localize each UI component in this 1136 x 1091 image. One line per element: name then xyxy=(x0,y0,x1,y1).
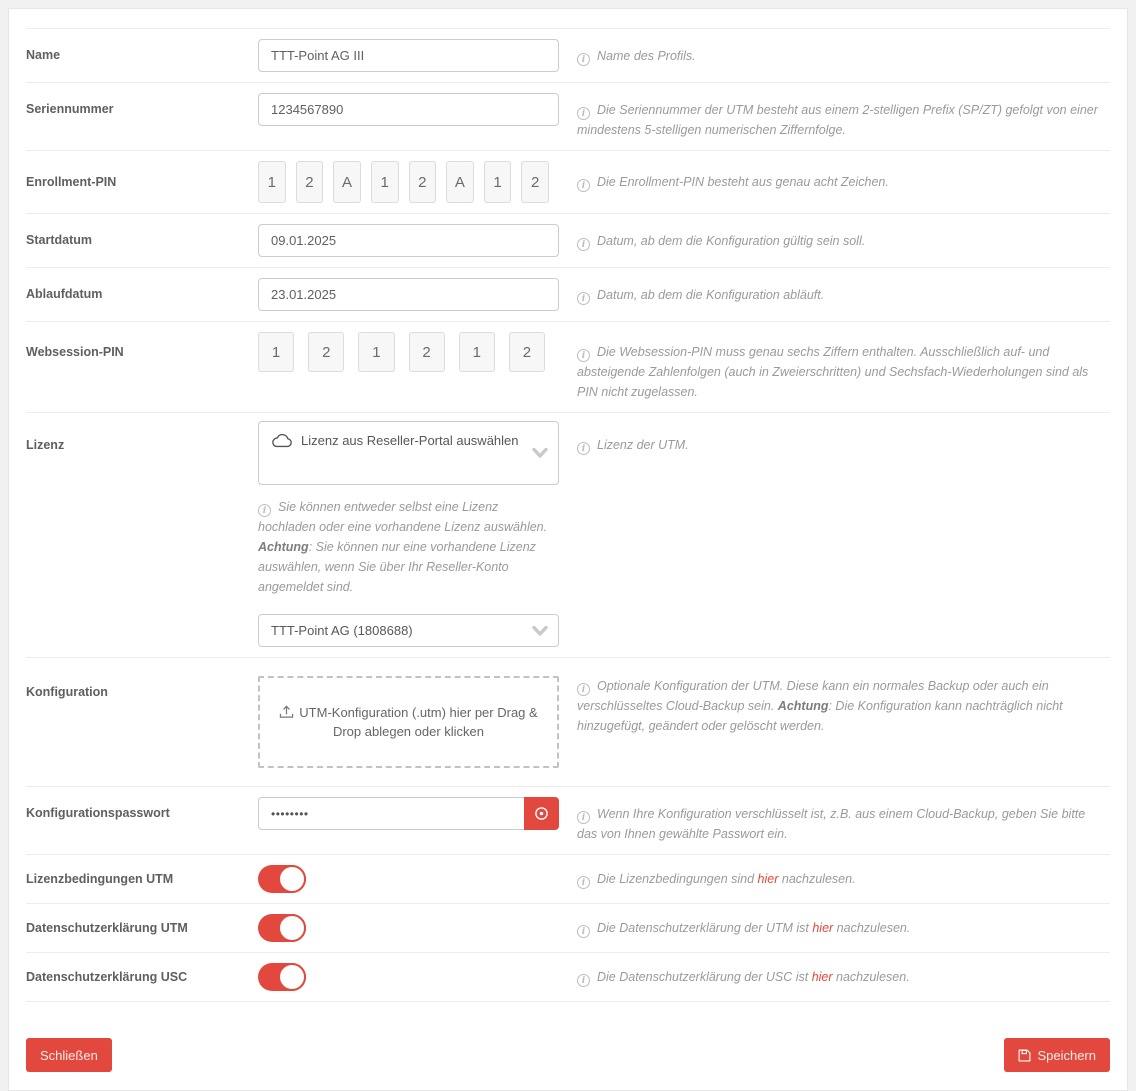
lizenzbedingungen-utm-toggle[interactable] xyxy=(258,865,306,893)
konfigurationspasswort-label: Konfigurationspasswort xyxy=(26,806,170,820)
ablaufdatum-hint: i Datum, ab dem die Konfiguration abläuft. xyxy=(559,278,1110,305)
save-button[interactable]: Speichern xyxy=(1004,1038,1110,1072)
info-icon xyxy=(577,925,590,938)
row-websession-pin xyxy=(26,322,1110,413)
lizenzbedingungen-link[interactable]: hier xyxy=(757,872,779,886)
info-icon xyxy=(577,179,590,192)
datenschutz-usc-label: Datenschutzerklärung USC xyxy=(26,970,188,984)
close-button[interactable]: Schließen xyxy=(26,1038,112,1072)
websession-pin-group xyxy=(258,332,559,372)
password-field-group xyxy=(258,797,559,830)
enrollment-pin-group xyxy=(258,161,559,203)
chevron-down-icon xyxy=(532,626,548,636)
dropzone-text: UTM-Konfiguration (.utm) hier per Drag & Drop ablegen oder klicken xyxy=(299,705,538,739)
datenschutz-utm-link[interactable]: hier xyxy=(812,921,834,935)
enrollment-pin-box[interactable]: A xyxy=(446,161,474,203)
profile-form-card xyxy=(8,8,1128,1091)
toggle-knob xyxy=(278,865,306,893)
lizenzbedingungen-utm-hint: i Die Lizenzbedingungen sind hier nachzulesen. xyxy=(559,865,1110,889)
info-icon xyxy=(577,349,590,362)
enrollment-pin-box[interactable]: 2 xyxy=(296,161,324,203)
seriennummer-hint: i Die Seriennummer der UTM besteht aus einem 2-stelligen Prefix (SP/ZT) gefolgt von einer mindestens 5-stelligen numerischen Ziffernfolge. xyxy=(559,93,1110,140)
lizenz-reseller-dropdown[interactable] xyxy=(258,421,559,485)
cloud-icon xyxy=(271,433,293,448)
datenschutz-usc-link[interactable]: hier xyxy=(811,970,833,984)
info-icon xyxy=(258,504,271,517)
konfigurationspasswort-hint: i Wenn Ihre Konfiguration verschlüsselt ist, z.B. aus einem Cloud-Backup, geben Sie bitte das von Ihnen gewählte Passwort ein. xyxy=(559,797,1110,844)
info-icon xyxy=(577,53,590,66)
info-icon xyxy=(577,876,590,889)
websession-pin-box[interactable]: 1 xyxy=(358,332,394,372)
websession-pin-label: Websession-PIN xyxy=(26,345,124,359)
row-lizenzbedingungen-utm xyxy=(26,855,1110,904)
lizenz-label: Lizenz xyxy=(26,438,65,452)
websession-pin-box[interactable]: 1 xyxy=(258,332,294,372)
enrollment-pin-box[interactable]: 1 xyxy=(258,161,286,203)
lizenz-dropdown-label: Lizenz aus Reseller-Portal auswählen xyxy=(301,433,519,448)
websession-pin-hint: i Die Websession-PIN muss genau sechs Ziffern enthalten. Ausschließlich auf- und absteigende Zahlenfolgen (auch in Zweierschritten) und Sechsfach-Wiederholungen sind als PIN nicht zugelassen. xyxy=(559,332,1110,402)
lizenz-customer-select[interactable] xyxy=(258,614,559,647)
seriennummer-label: Seriennummer xyxy=(26,102,114,116)
enrollment-pin-box[interactable]: 2 xyxy=(521,161,549,203)
startdatum-input[interactable] xyxy=(258,224,559,257)
enrollment-pin-label: Enrollment-PIN xyxy=(26,175,117,189)
info-icon xyxy=(577,292,590,305)
footer-actions xyxy=(26,1002,1110,1090)
utm-config-dropzone[interactable] xyxy=(258,676,559,768)
row-seriennummer xyxy=(26,83,1110,151)
row-datenschutz-usc xyxy=(26,953,1110,1002)
row-lizenz xyxy=(26,413,1110,658)
konfiguration-label: Konfiguration xyxy=(26,685,108,699)
upload-icon xyxy=(279,705,294,719)
konfigurationspasswort-input[interactable] xyxy=(258,797,524,830)
info-icon xyxy=(577,107,590,120)
datenschutz-utm-label: Datenschutzerklärung UTM xyxy=(26,921,188,935)
enrollment-pin-box[interactable]: 1 xyxy=(371,161,399,203)
info-icon xyxy=(577,238,590,251)
info-icon xyxy=(577,811,590,824)
chevron-down-icon xyxy=(532,448,548,458)
info-icon xyxy=(577,974,590,987)
konfiguration-hint: iOptionale Konfiguration der UTM. Diese kann ein normales Backup oder auch ein verschlüsseltes Cloud-Backup sein. Achtung: Die Konfiguration kann nachträglich nicht hinzugefügt, geändert oder gelöscht werden. xyxy=(559,676,1110,736)
enrollment-pin-box[interactable]: 2 xyxy=(409,161,437,203)
row-ablaufdatum xyxy=(26,268,1110,322)
websession-pin-box[interactable]: 1 xyxy=(459,332,495,372)
datenschutz-utm-toggle[interactable] xyxy=(258,914,306,942)
ablaufdatum-label: Ablaufdatum xyxy=(26,287,103,301)
lizenz-customer-select-value: TTT-Point AG (1808688) xyxy=(271,623,413,638)
toggle-knob xyxy=(278,914,306,942)
save-icon xyxy=(1018,1049,1031,1062)
enrollment-pin-box[interactable]: A xyxy=(333,161,361,203)
datenschutz-usc-hint: i Die Datenschutzerklärung der USC ist hier nachzulesen. xyxy=(559,963,1110,987)
info-icon xyxy=(577,683,590,696)
row-konfigurationspasswort xyxy=(26,787,1110,855)
startdatum-hint: i Datum, ab dem die Konfiguration gültig sein soll. xyxy=(559,224,1110,251)
lizenzbedingungen-utm-label: Lizenzbedingungen UTM xyxy=(26,872,174,886)
datenschutz-utm-hint: i Die Datenschutzerklärung der UTM ist hier nachzulesen. xyxy=(559,914,1110,938)
seriennummer-input[interactable] xyxy=(258,93,559,126)
name-input[interactable] xyxy=(258,39,559,72)
row-konfiguration xyxy=(26,658,1110,787)
row-datenschutz-utm xyxy=(26,904,1110,953)
websession-pin-box[interactable]: 2 xyxy=(409,332,445,372)
datenschutz-usc-toggle[interactable] xyxy=(258,963,306,991)
row-startdatum xyxy=(26,214,1110,268)
name-hint: i Name des Profils. xyxy=(559,39,1110,66)
toggle-knob xyxy=(278,963,306,991)
eye-icon xyxy=(533,805,550,822)
lizenz-hint: iLizenz der UTM. xyxy=(559,421,1110,455)
show-password-button[interactable] xyxy=(524,797,559,830)
ablaufdatum-input[interactable] xyxy=(258,278,559,311)
info-icon xyxy=(577,442,590,455)
name-label: Name xyxy=(26,48,61,62)
startdatum-label: Startdatum xyxy=(26,233,92,247)
websession-pin-box[interactable]: 2 xyxy=(509,332,545,372)
row-enrollment-pin xyxy=(26,151,1110,214)
enrollment-pin-box[interactable]: 1 xyxy=(484,161,512,203)
websession-pin-box[interactable]: 2 xyxy=(308,332,344,372)
lizenz-inline-hint: iSie können entweder selbst eine Lizenz hochladen oder eine vorhandene Lizenz auswählen. Achtung: Sie können nur eine vorhandene Lizenz auswählen, wenn Sie über Ihr Reseller-Konto angemeldet sind. xyxy=(258,497,559,597)
enrollment-pin-hint: i Die Enrollment-PIN besteht aus genau acht Zeichen. xyxy=(559,161,1110,192)
dropzone-text-wrap xyxy=(270,703,547,741)
row-name xyxy=(26,28,1110,83)
